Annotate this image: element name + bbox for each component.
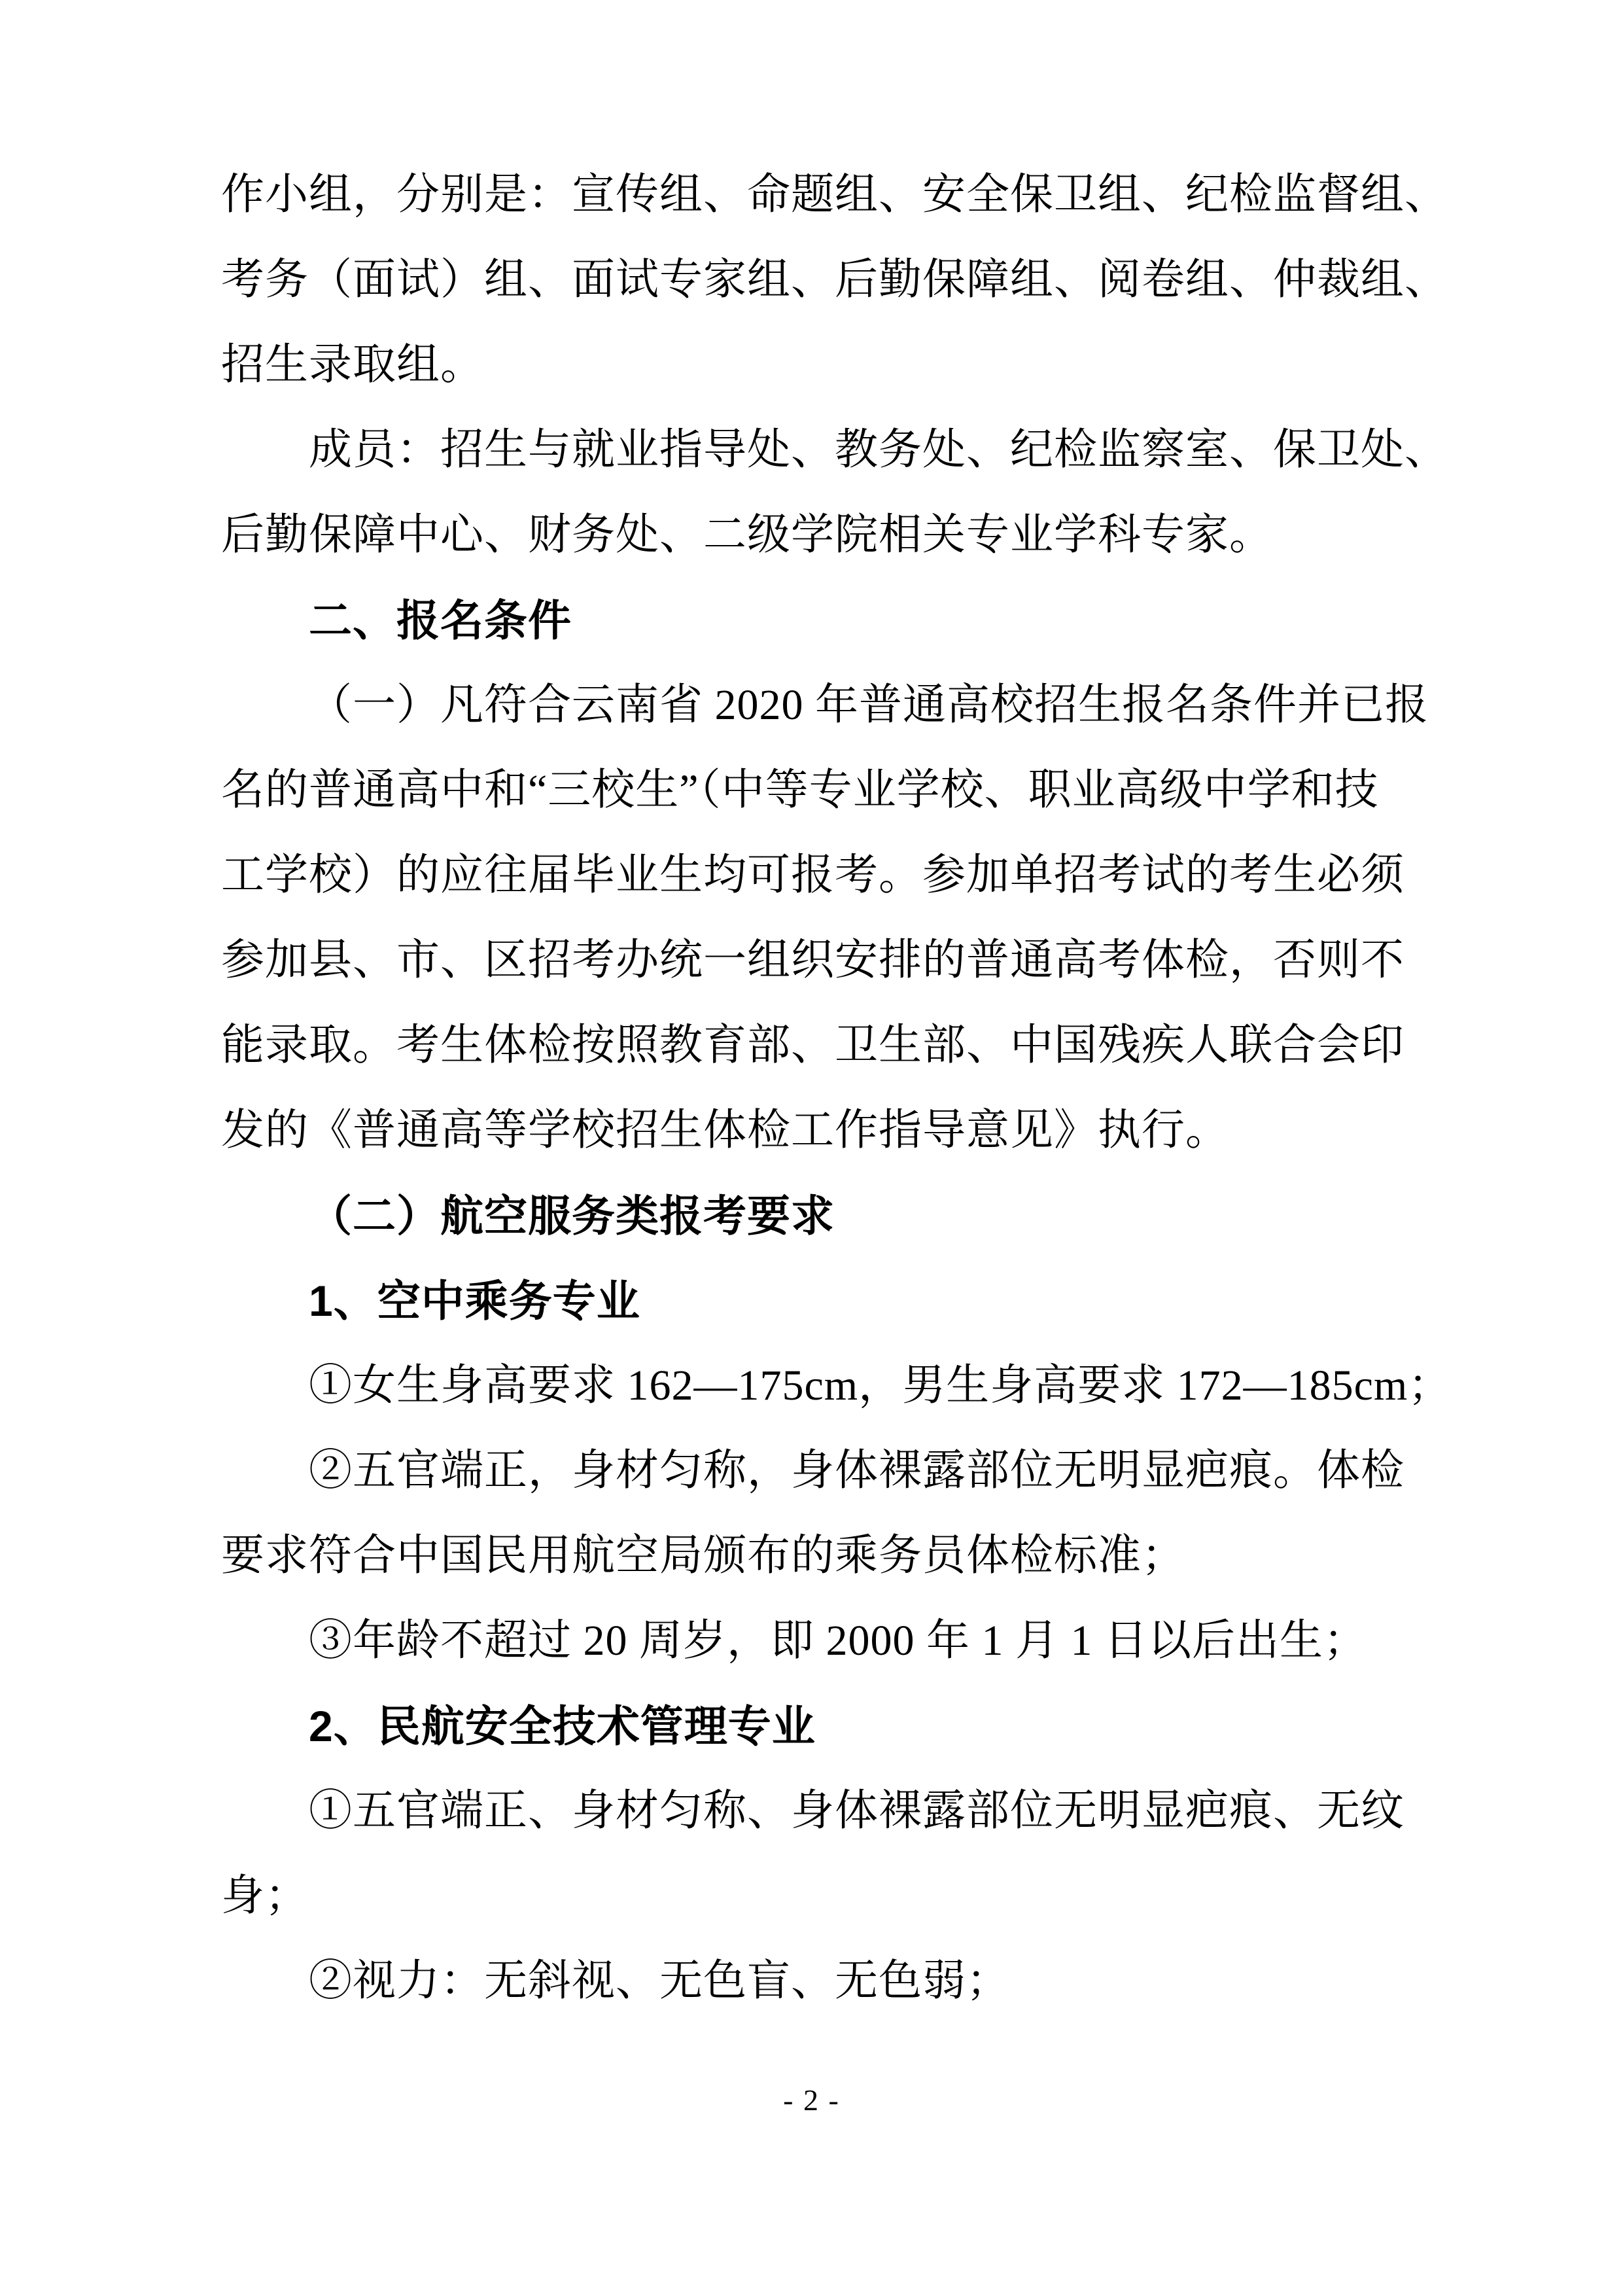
text-line: 后勤保障中心、财务处、二级学院相关专业学科专家。 <box>221 511 1273 559</box>
text-line: 要求符合中国民用航空局颁布的乘务员体检标准； <box>221 1532 1185 1580</box>
text-line: ③年龄不超过 20 周岁，即 2000 年 1 月 1 日以后出生； <box>309 1617 1367 1665</box>
text-line: 招生录取组。 <box>221 341 484 389</box>
text-line: 1、空中乘务专业 <box>309 1277 640 1325</box>
text-line: 工学校）的应往届毕业生均可报考。参加单招考试的考生必须 <box>221 851 1405 899</box>
text-line: ①女生身高要求 162—175cm，男生身高要求 172—185cm； <box>309 1362 1452 1409</box>
text-line: ①五官端正、身材匀称、身体裸露部位无明显疤痕、无纹 <box>309 1787 1405 1835</box>
text-line: 成员：招生与就业指导处、教务处、纪检监察室、保卫处、 <box>309 426 1448 474</box>
text-line: 参加县、市、区招考办统一组织安排的普通高考体检，否则不 <box>221 936 1405 984</box>
text-line: 能录取。考生体检按照教育部、卫生部、中国残疾人联合会印 <box>221 1021 1405 1069</box>
page-number: - 2 - <box>783 2083 840 2117</box>
text-line: ②五官端正，身材匀称，身体裸露部位无明显疤痕。体检 <box>309 1447 1405 1494</box>
text-line: 考务（面试）组、面试专家组、后勤保障组、阅卷组、仲裁组、 <box>221 256 1448 304</box>
text-line: 二、报名条件 <box>309 596 572 645</box>
document-body <box>221 152 1451 2024</box>
text-line: （二）航空服务类报考要求 <box>309 1192 835 1240</box>
text-line: 发的《普通高等学校招生体检工作指导意见》执行。 <box>221 1106 1229 1154</box>
text-line: 名的普通高中和“三校生”（中等专业学校、职业高级中学和技 <box>221 766 1379 814</box>
text-line: ②视力：无斜视、无色盲、无色弱； <box>309 1957 1010 2005</box>
text-line: （一）凡符合云南省 2020 年普通高校招生报名条件并已报 <box>309 681 1429 729</box>
text-line: 身； <box>221 1872 309 1920</box>
page-footer <box>0 2083 1623 2117</box>
text-line: 作小组，分别是：宣传组、命题组、安全保卫组、纪检监督组、 <box>221 171 1448 219</box>
text-line: 2、民航安全技术管理专业 <box>309 1702 816 1750</box>
